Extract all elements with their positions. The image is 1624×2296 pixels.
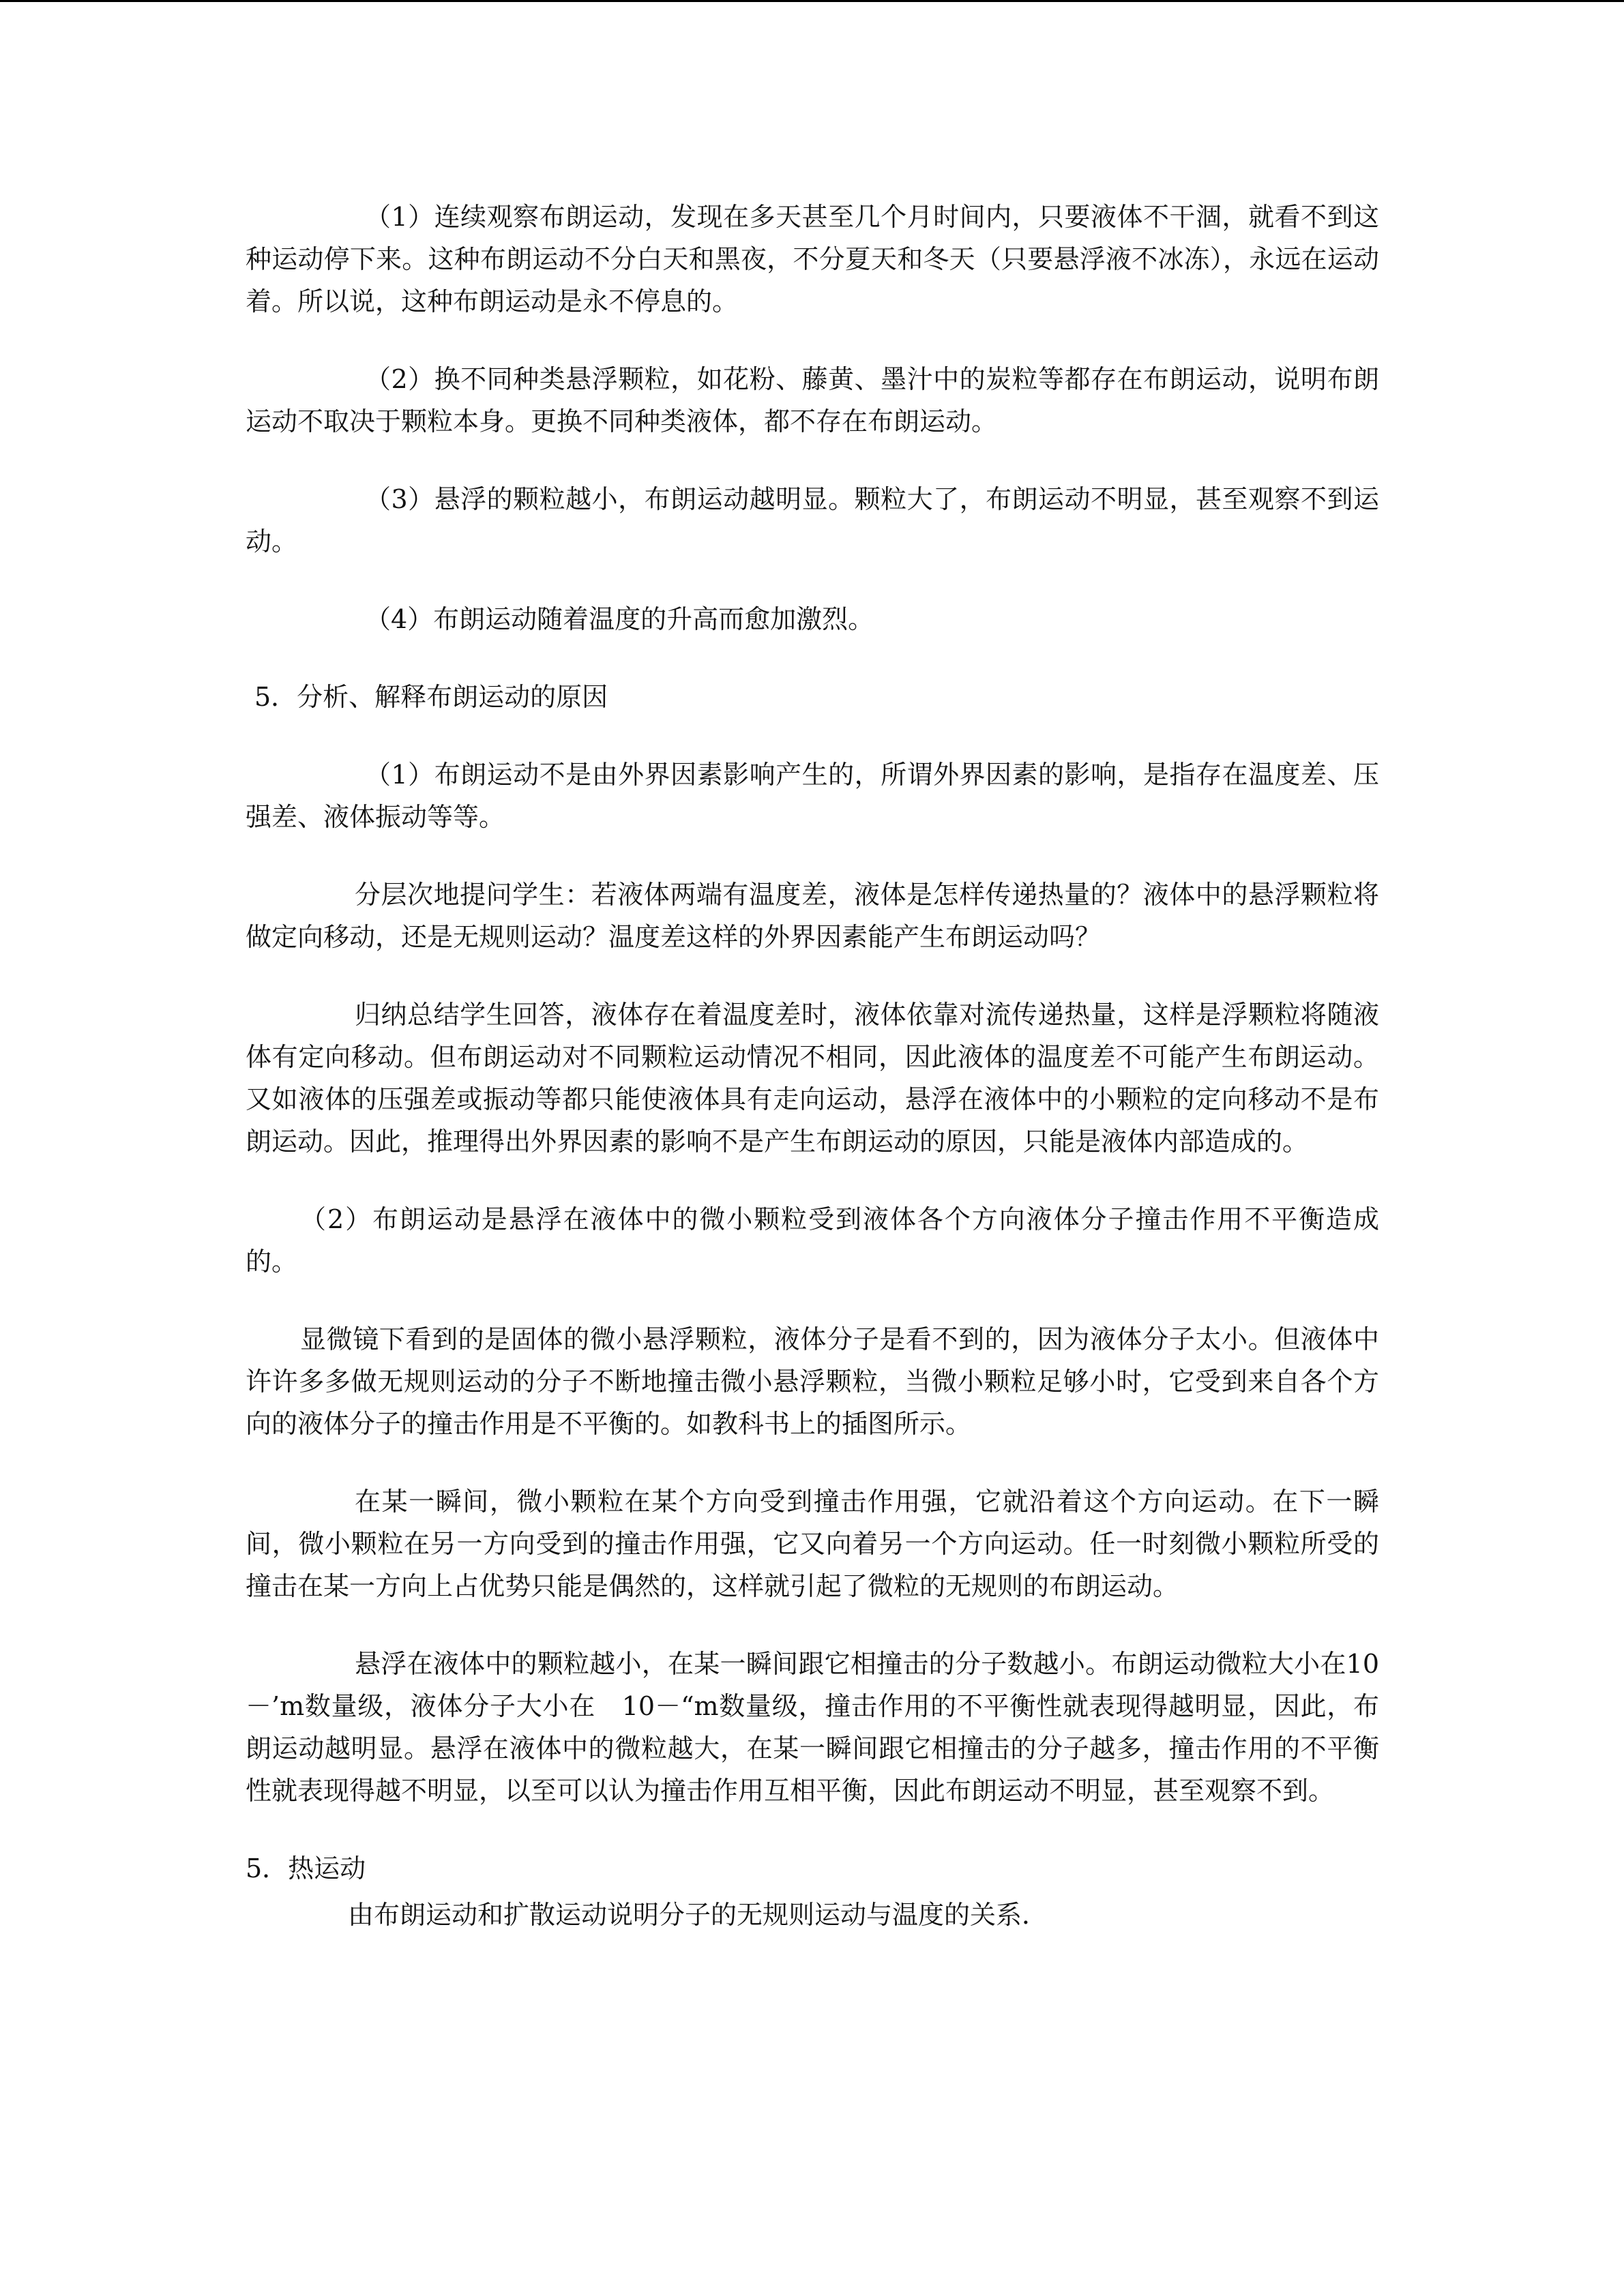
paragraph-observation-1: （1）连续观察布朗运动，发现在多天甚至几个月时间内，只要液体不干涸，就看不到这种运动停下来。这种布朗运动不分白天和黑夜，不分夏天和冬天（只要悬浮液不冰冻），永远在运动着。所以说，这种布朗运动是永不停息的。 xyxy=(246,202,1379,316)
paragraph-observation-3: （3）悬浮的颗粒越小，布朗运动越明显。颗粒大了，布朗运动不明显，甚至观察不到运动。 xyxy=(246,484,1379,556)
paragraph-observation-4: （4）布朗运动随着温度的升高而愈加激烈。 xyxy=(365,604,874,634)
page-top-border xyxy=(0,0,1624,2)
paragraph-cause-1: （1）布朗运动不是由外界因素影响产生的，所谓外界因素的影响，是指存在温度差、压强差、液体振动等等。 xyxy=(246,760,1379,832)
paragraph-cause-2: （2）布朗运动是悬浮在液体中的微小颗粒受到液体各个方向液体分子撞击作用不平衡造成的。 xyxy=(246,1204,1379,1277)
paragraph-particle-size: 悬浮在液体中的颗粒越小，在某一瞬间跟它相撞击的分子数越小。布朗运动微粒大小在10－’m数量级，液体分子大小在 10－“m数量级，撞击作用的不平衡性就表现得越明显，因此，布朗运动越明显。悬浮在液体中的微粒越大，在某一瞬间跟它相撞击的分子越多，撞击作用的不平衡性就表现得越不明显，以至可以认为撞击作用互相平衡，因此布朗运动不明显，甚至观察不到。 xyxy=(246,1649,1379,1806)
section-heading-analysis: 5．分析、解释布朗运动的原因 xyxy=(254,682,608,712)
paragraph-microscope: 显微镜下看到的是固体的微小悬浮颗粒，液体分子是看不到的，因为液体分子太小。但液体中许许多多做无规则运动的分子不断地撞击微小悬浮颗粒，当微小颗粒足够小时，它受到来自各个方向的液体分子的撞击作用是不平衡的。如教科书上的插图所示。 xyxy=(246,1324,1379,1439)
paragraph-question: 分层次地提问学生：若液体两端有温度差，液体是怎样传递热量的？液体中的悬浮颗粒将做定向移动，还是无规则运动？温度差这样的外界因素能产生布朗运动吗？ xyxy=(246,880,1379,952)
paragraph-summary: 归纳总结学生回答，液体存在着温度差时，液体依靠对流传递热量，这样是浮颗粒将随液体有定向移动。但布朗运动对不同颗粒运动情况不相同，因此液体的温度差不可能产生布朗运动。又如液体的压强差或振动等都只能使液体具有走向运动，悬浮在液体中的小颗粒的定向移动不是布朗运动。因此，推理得出外界因素的影响不是产生布朗运动的原因，只能是液体内部造成的。 xyxy=(246,1000,1379,1157)
paragraph-observation-2: （2）换不同种类悬浮颗粒，如花粉、藤黄、墨汁中的炭粒等都存在布朗运动，说明布朗运动不取决于颗粒本身。更换不同种类液体，都不存在布朗运动。 xyxy=(246,364,1379,436)
paragraph-instant: 在某一瞬间，微小颗粒在某个方向受到撞击作用强，它就沿着这个方向运动。在下一瞬间，微小颗粒在另一方向受到的撞击作用强，它又向着另一个方向运动。任一时刻微小颗粒所受的撞击在某一方向上占优势只能是偶然的，这样就引起了微粒的无规则的布朗运动。 xyxy=(246,1487,1379,1601)
paragraph-thermal-motion: 由布朗运动和扩散运动说明分子的无规则运动与温度的关系． xyxy=(348,1900,1048,1930)
section-heading-thermal-motion: 5．热运动 xyxy=(246,1853,366,1883)
document-page xyxy=(246,196,1379,1936)
